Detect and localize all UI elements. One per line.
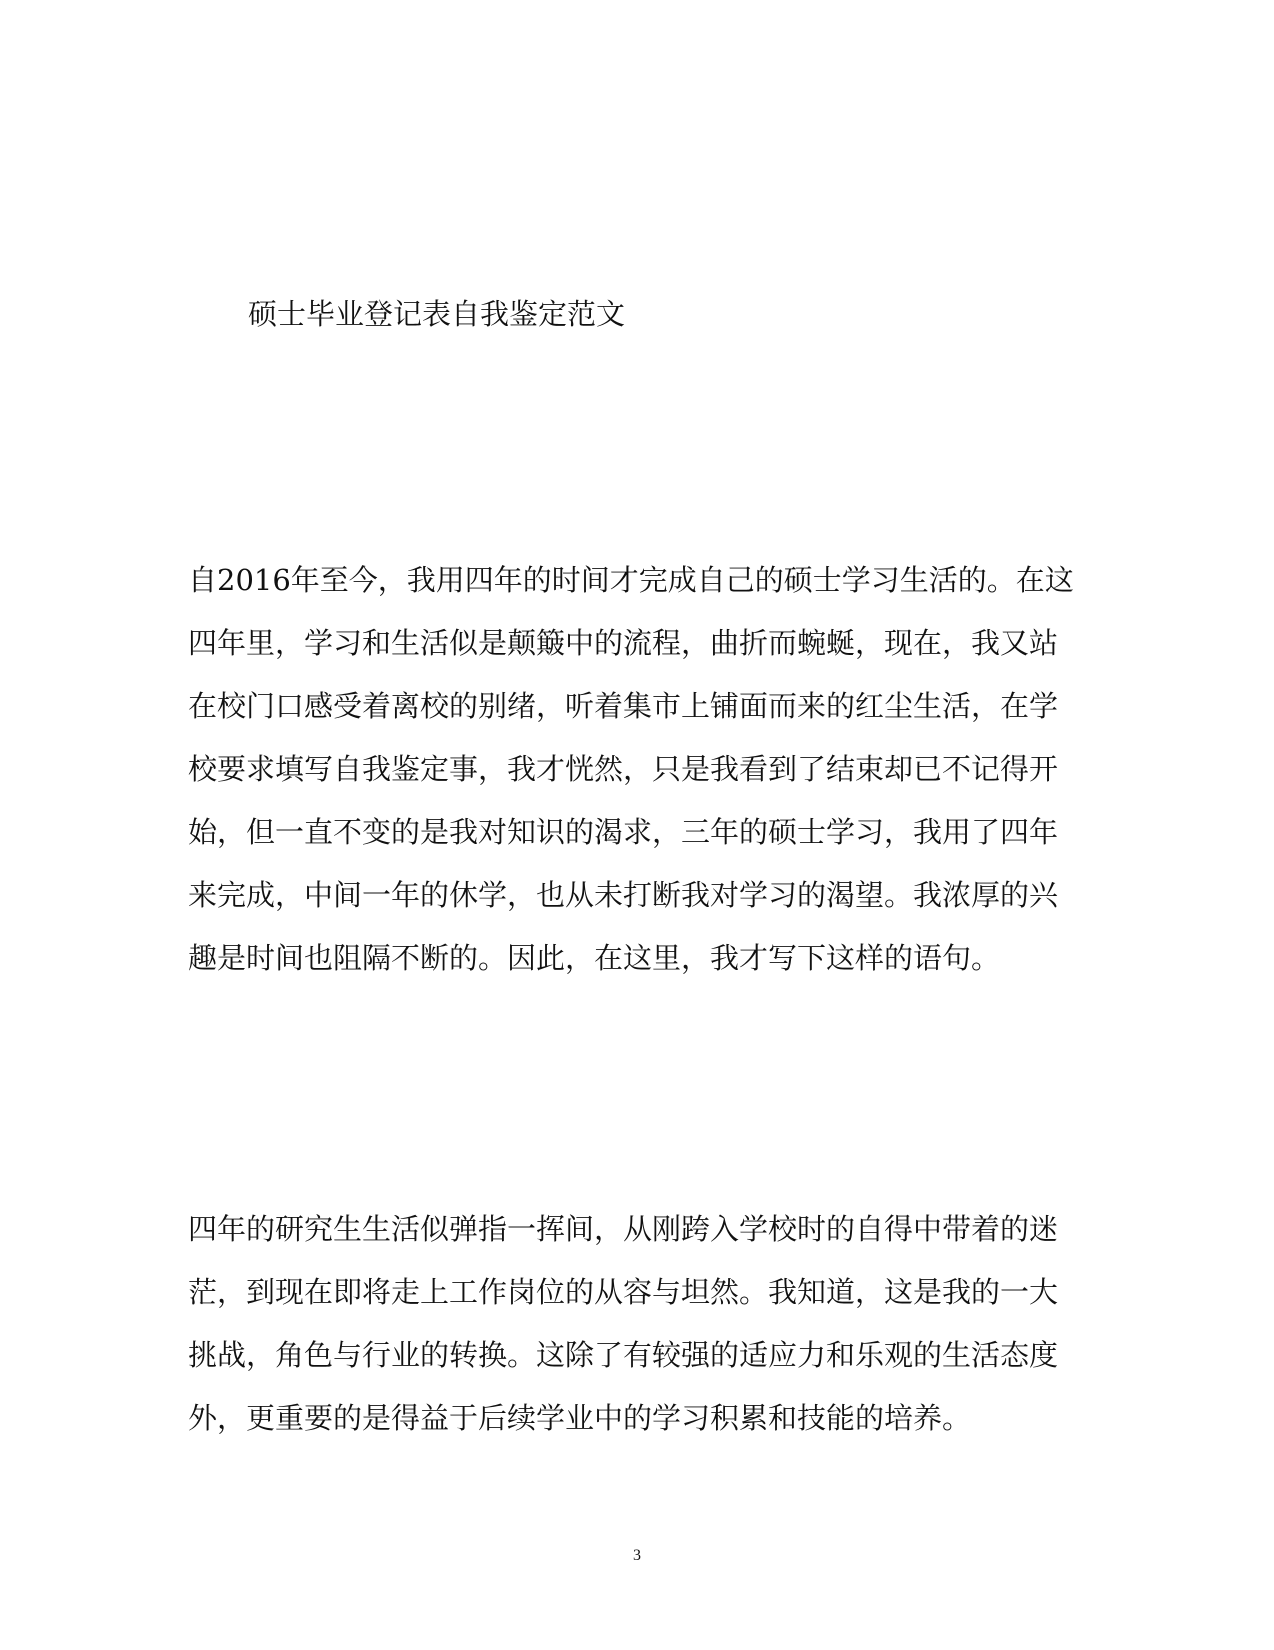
document-title: 硕士毕业登记表自我鉴定范文 xyxy=(248,297,626,331)
paragraph-line: 四年的研究生生活似弹指一挥间，从刚跨入学校时的自得中带着的迷 xyxy=(188,1212,1059,1246)
paragraph-line: 校要求填写自我鉴定事，我才恍然，只是我看到了结束却已不记得开 xyxy=(188,752,1059,786)
paragraph-line: 趣是时间也阻隔不断的。因此，在这里，我才写下这样的语句。 xyxy=(188,941,1001,975)
paragraph-line: 茫，到现在即将走上工作岗位的从容与坦然。我知道，这是我的一大 xyxy=(188,1275,1059,1309)
paragraph-2 xyxy=(188,1198,1068,1450)
paragraph-line: 四年里，学习和生活似是颠簸中的流程，曲折而蜿蜒，现在，我又站 xyxy=(188,626,1059,660)
paragraph-line: 挑战，角色与行业的转换。这除了有较强的适应力和乐观的生活态度 xyxy=(188,1338,1059,1372)
paragraph-line: 在校门口感受着离校的别绪，听着集市上铺面而来的红尘生活，在学 xyxy=(188,689,1059,723)
paragraph-line: 来完成，中间一年的休学，也从未打断我对学习的渴望。我浓厚的兴 xyxy=(188,878,1059,912)
paragraph-1 xyxy=(188,549,1074,990)
paragraph-line: 自2016年至今，我用四年的时间才完成自己的硕士学习生活的。在这 xyxy=(188,563,1074,597)
paragraph-line: 始，但一直不变的是我对知识的渴求，三年的硕士学习，我用了四年 xyxy=(188,815,1059,849)
paragraph-line: 外，更重要的是得益于后续学业中的学习积累和技能的培养。 xyxy=(188,1401,972,1435)
page-number: 3 xyxy=(633,1547,641,1564)
